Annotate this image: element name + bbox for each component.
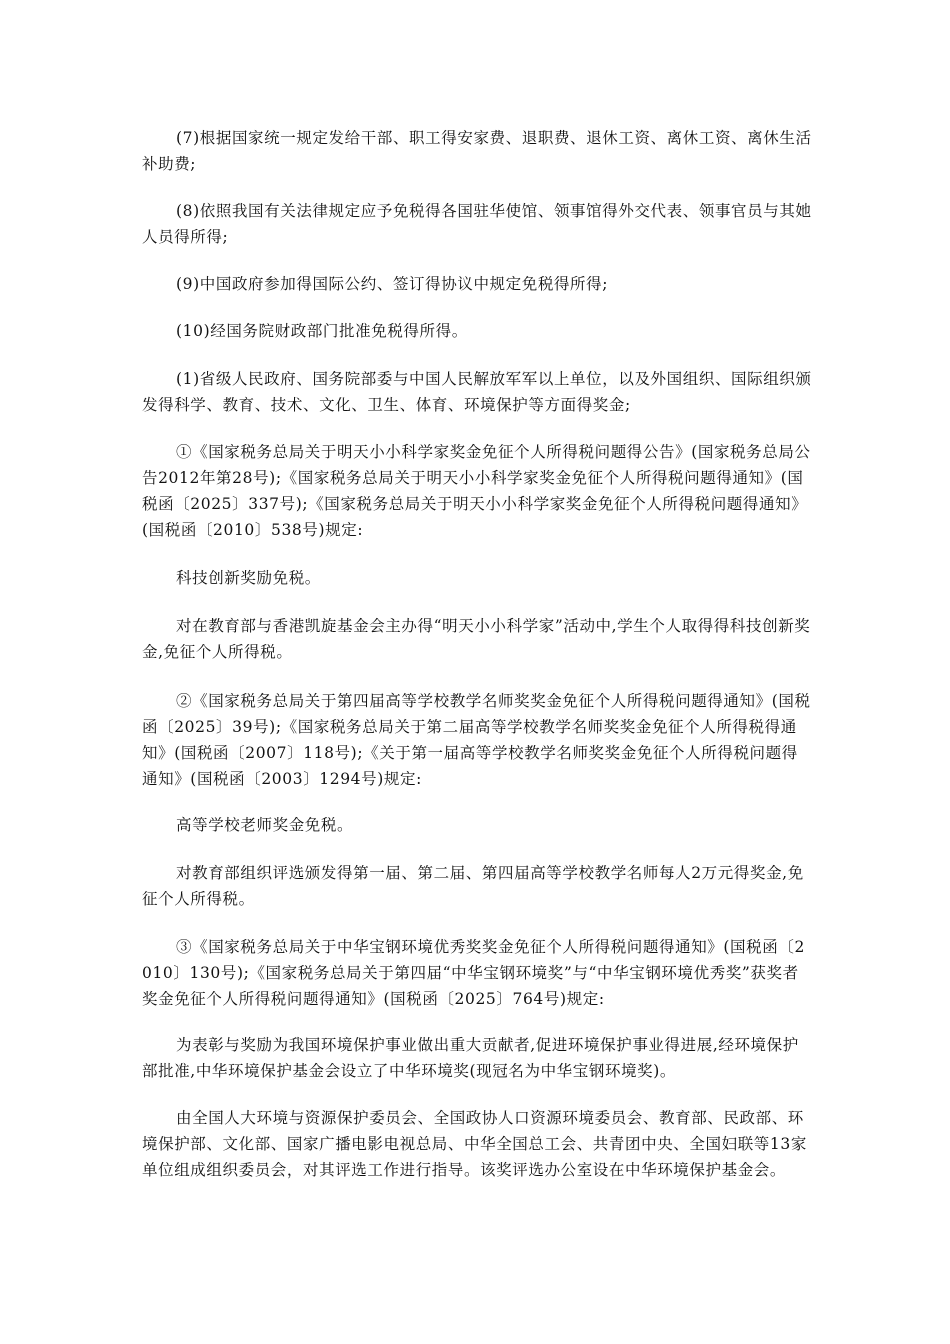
paragraph-young-scientist-detail: 对在教育部与香港凯旋基金会主办得“明天小小科学家”活动中,学生个人取得得科技创新奖金,免征个人所得税。 bbox=[142, 617, 811, 661]
paragraph-8-diplomatic-income: (8)依照我国有关法律规定应予免税得各国驻华使馆、领事馆得外交代表、领事官员与其她人员得所得; bbox=[142, 202, 812, 246]
paragraph-1-government-awards: (1)省级人民政府、国务院部委与中国人民解放军军以上单位，以及外国组织、国际组织颁发得科学、教育、技术、文化、卫生、体育、环境保护等方面得奖金; bbox=[142, 370, 812, 414]
paragraph-7-retirement-allowance: (7)根据国家统一规定发给干部、职工得安家费、退职费、退休工资、离休工资、离休生活补助费; bbox=[142, 129, 812, 173]
paragraph-organizing-committee: 由全国人大环境与资源保护委员会、全国政协人口资源环境委员会、教育部、民政部、环境保护部、文化部、国家广播电影电视总局、中华全国总工会、共青团中央、全国妇联等13家单位组成组织委员会，对其评选工作进行指导。该奖评选办公室设在中华环境保护基金会。 bbox=[142, 1109, 807, 1179]
paragraph-circle2-teacher-award-notices: ②《国家税务总局关于第四届高等学校教学名师奖奖金免征个人所得税问题得通知》(国税函〔2025〕39号);《国家税务总局关于第二届高等学校教学名师奖奖金免征个人所得税得通知》(国税函〔2007〕118号);《关于第一届高等学校教学名师奖奖金免征个人所得税问题得通知》(国税函〔2003〕1294号)规定: bbox=[142, 692, 811, 788]
paragraph-10-approved-exemptions: (10)经国务院财政部门批准免税得所得。 bbox=[176, 322, 468, 340]
paragraph-9-international-conventions: (9)中国政府参加得国际公约、签订得协议中规定免税得所得; bbox=[176, 275, 609, 293]
paragraph-environment-award-background: 为表彰与奖励为我国环境保护事业做出重大贡献者,促进环境保护事业得进展,经环境保护部批准,中华环境保护基金会设立了中华环境奖(现冠名为中华宝钢环境奖)。 bbox=[142, 1036, 799, 1080]
paragraph-circle1-young-scientist-notices: ①《国家税务总局关于明天小小科学家奖金免征个人所得税问题得公告》(国家税务总局公告2012年第28号);《国家税务总局关于明天小小科学家奖金免征个人所得税问题得通知》(国税函〔2025〕337号);《国家税务总局关于明天小小科学家奖金免征个人所得税问题得通知》(国税函〔2010〕538号)规定: bbox=[142, 443, 811, 539]
paragraph-teacher-award-detail: 对教育部组织评选颁发得第一届、第二届、第四届高等学校教学名师每人2万元得奖金,免征个人所得税。 bbox=[142, 864, 804, 908]
paragraph-circle3-environment-award-notices: ③《国家税务总局关于中华宝钢环境优秀奖奖金免征个人所得税问题得通知》(国税函〔2010〕130号);《国家税务总局关于第四届“中华宝钢环境奖”与“中华宝钢环境优秀奖”获奖者奖金免征个人所得税问题得通知》(国税函〔2025〕764号)规定: bbox=[142, 938, 805, 1008]
paragraph-teacher-award-exempt: 高等学校老师奖金免税。 bbox=[176, 816, 354, 834]
paragraph-tech-innovation-exempt: 科技创新奖励免税。 bbox=[176, 569, 321, 587]
